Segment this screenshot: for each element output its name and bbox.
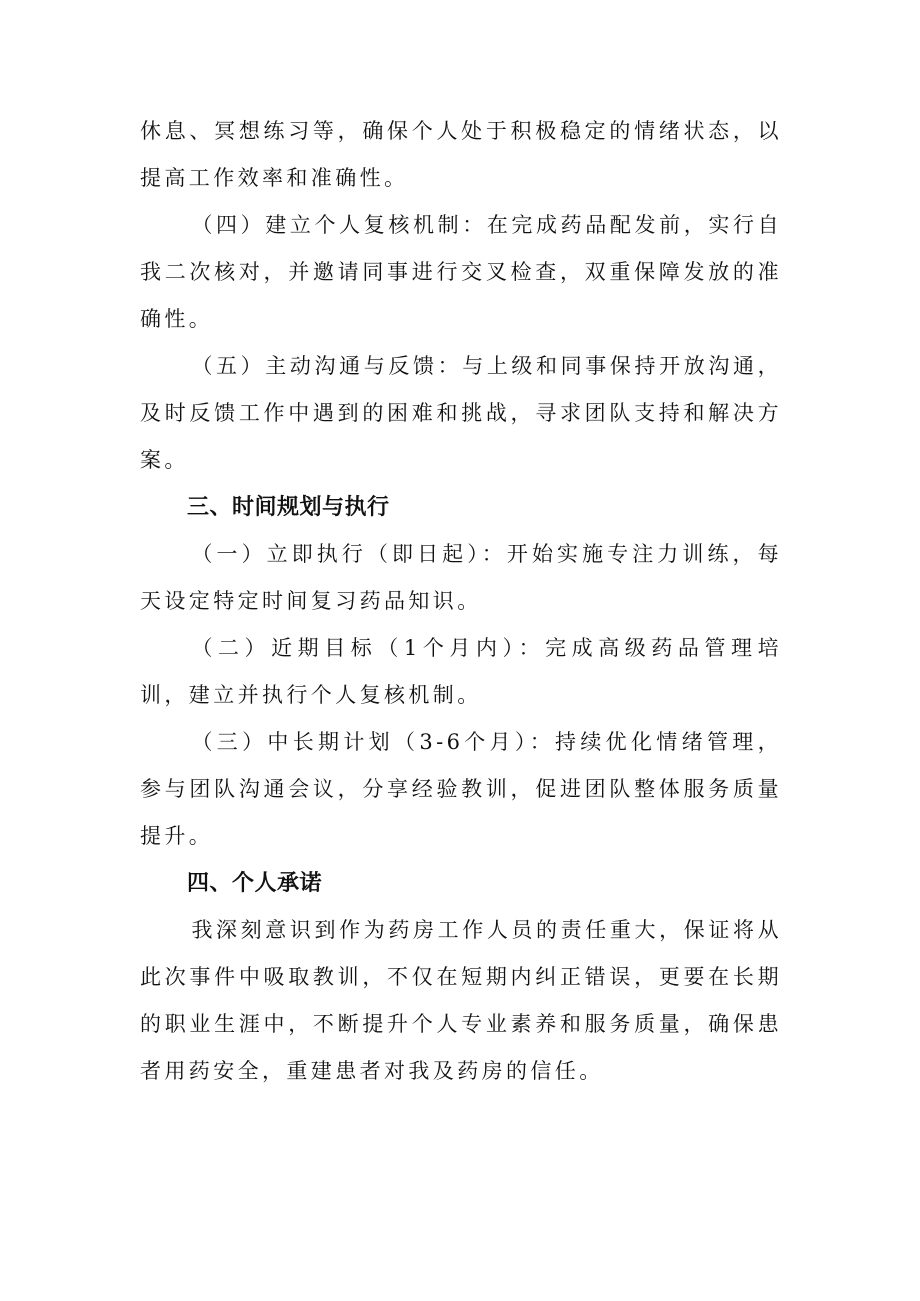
paragraph-plan-long-term: （三）中长期计划（3-6个月）：持续优化情绪管理，参与团队沟通会议，分享经验教训，促进团队整体服务质量提升。	[140, 730, 782, 848]
section-heading-time-planning: 三、时间规划与执行	[187, 495, 390, 520]
section-heading-commitment: 四、个人承诺	[187, 871, 323, 896]
paragraph-commitment: 我深刻意识到作为药房工作人员的责任重大，保证将从此次事件中吸取教训，不仅在短期内纠正错误，更要在长期的职业生涯中，不断提升个人专业素养和服务质量，确保患者用药安全，重建患者对我及药房的信任。	[140, 918, 782, 1083]
paragraph-item-five: （五）主动沟通与反馈：与上级和同事保持开放沟通，及时反馈工作中遇到的困难和挑战，寻求团队支持和解决方案。	[140, 354, 782, 472]
paragraph-emotion-continuation: 休息、冥想练习等，确保个人处于积极稳定的情绪状态，以提高工作效率和准确性。	[140, 119, 782, 190]
paragraph-plan-immediate: （一）立即执行（即日起）：开始实施专注力训练，每天设定特定时间复习药品知识。	[140, 542, 782, 613]
paragraph-plan-short-term: （二）近期目标（1个月内）：完成高级药品管理培训，建立并执行个人复核机制。	[140, 636, 782, 707]
paragraph-item-four: （四）建立个人复核机制：在完成药品配发前，实行自我二次核对，并邀请同事进行交叉检查，双重保障发放的准确性。	[140, 213, 782, 331]
document-body	[140, 108, 782, 1095]
